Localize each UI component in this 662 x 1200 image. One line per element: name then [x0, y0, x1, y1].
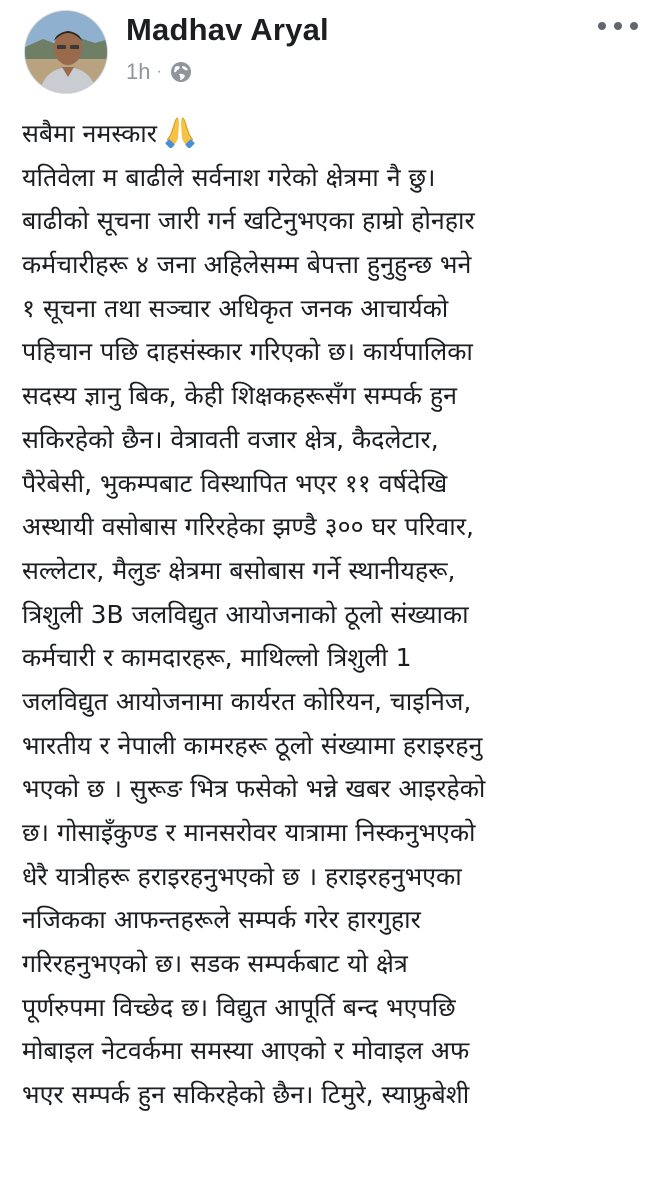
post-text [22, 112, 650, 1117]
more-dot [614, 22, 622, 30]
post-text-line: भारतीय र नेपाली कामरहरू ठूलो संख्यामा हराइरहनु [22, 730, 483, 760]
post-greeting: सबैमा नमस्कार [22, 119, 157, 148]
post-text-line: पैरेबेसी, भुकम्पबाट विस्थापित भएर ११ वर्षदेखि [22, 468, 448, 498]
post-text-line: अस्थायी वसोबास गरिरहेका झण्डै ३०० घर परिवार, [22, 512, 474, 542]
post-text-line: पहिचान पछि दाहसंस्कार गरिएको छ। कार्यपालिका [22, 337, 473, 367]
post-text-line: धेरै यात्रीहरू हराइरहनुभएको छ । हराइरहनुभएका [22, 861, 462, 891]
avatar-photo [25, 11, 108, 94]
post-text-line: सल्लेटार, मैलुङ क्षेत्रमा बसोबास गर्ने स्थानीयहरू, [22, 555, 456, 585]
post-text-line: सकिरहेको छैन। वेत्रावती वजार क्षेत्र, कैदलेटार, [22, 424, 439, 454]
post-text-line: नजिकका आफन्तहरूले सम्पर्क गरेर हारगुहार [22, 905, 421, 935]
folded-hands-emoji-icon [165, 116, 195, 162]
more-dot [630, 22, 638, 30]
post-text-line: सदस्य ज्ञानु बिक, केही शिक्षकहरूसँग सम्पर्क हुन [22, 381, 458, 411]
more-options-icon[interactable] [598, 14, 638, 38]
post-text-line: बाढीको सूचना जारी गर्न खटिनुभएका हाम्रो होनहार [22, 206, 475, 236]
author-name[interactable]: Madhav Aryal [126, 12, 329, 47]
globe-icon[interactable] [170, 61, 192, 83]
post-text-line: गरिरहनुभएको छ। सडक सम्पर्कबाट यो क्षेत्र [22, 949, 408, 979]
post-text-line: भएको छ । सुरूङ भित्र फसेको भन्ने खबर आइरहेको [22, 774, 486, 804]
post-text-line: छ। गोसाइँकुण्ड र मानसरोवर यात्रामा निस्कनुभएको [22, 818, 476, 847]
post-meta [126, 58, 192, 86]
post-text-line: कर्मचारी र कामदारहरू, माथिल्लो त्रिशुली 1 [22, 643, 412, 673]
post-greeting-line [22, 112, 650, 156]
more-dot [598, 22, 606, 30]
post-text-line: १ सूचना तथा सञ्चार अधिकृत जनक आचार्यको [22, 293, 449, 323]
author-avatar[interactable] [24, 10, 108, 94]
post-text-line: भएर सम्पर्क हुन सकिरहेको छैन। टिमुरे, स्याफ्रुबेशी [22, 1080, 470, 1110]
meta-separator: · [156, 63, 162, 80]
post-header [0, 0, 662, 100]
post-text-line: पूर्णरुपमा विच्छेद छ। विद्युत आपूर्ति बन्द भएपछि [22, 992, 456, 1022]
post-paragraph [22, 156, 650, 1117]
post-text-line: जलविद्युत आयोजनामा कार्यरत कोरियन, चाइनिज, [22, 686, 472, 716]
post-timestamp[interactable]: 1h [126, 59, 151, 84]
post-text-line: मोबाइल नेटवर्कमा समस्या आएको र मोवाइल अफ [22, 1036, 470, 1066]
post-text-line: त्रिशुली 3B जलविद्युत आयोजनाको ठूलो संख्याका [22, 599, 469, 629]
post-text-line: यतिवेला म बाढीले सर्वनाश गरेको क्षेत्रमा नै छु। [22, 162, 436, 192]
post-text-line: कर्मचारीहरू ४ जना अहिलेसम्म बेपत्ता हुनुहुन्छ भने [22, 250, 472, 280]
